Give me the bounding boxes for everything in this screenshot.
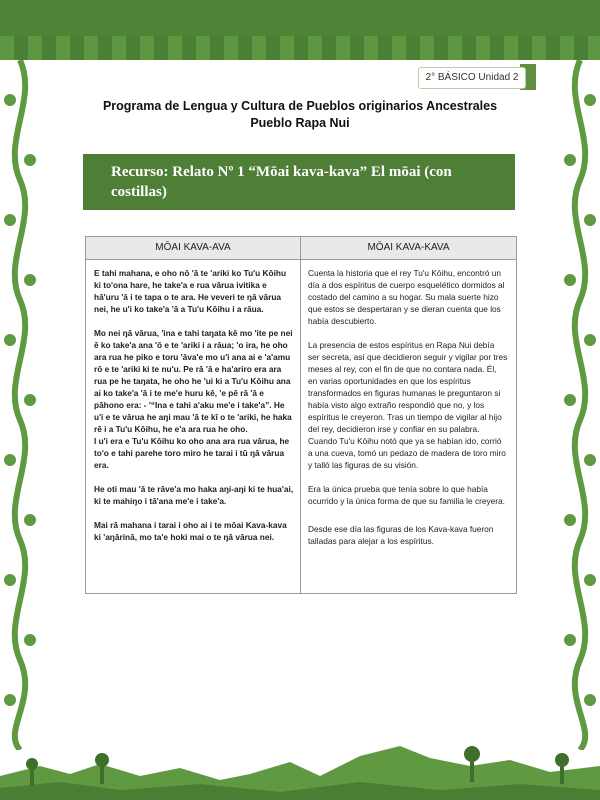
right-vine-border (560, 60, 600, 750)
spanish-paragraph: La presencia de estos espíritus en Rapa Nui debía ser secreta, así que decidieron seguir y vigilar por tres meses al rey, con el fin de que no contara nada. Él, en varias oportunidades en que los espíritus transformados en figuras humanas le preguntaron si había visto algo extraño respondió que no, y los espíritus le creyeron. Tras un tiempo de vigilar al hijo del rey, decidieron irse y confiar en su palabra. (308, 340, 508, 434)
column-header-rapanui: MŌAI KAVA-AVA (86, 237, 301, 260)
rapanui-paragraph: Mai rā mahana i tarai i oho ai i te mōai Kava-kava ki 'aŋārinā, mo ta'e hoki mai o te ŋā vārua nei. (94, 520, 287, 542)
rapanui-paragraph: He oti mau 'ā te rāve'a mo haka aŋi-aŋi ki te hua'ai, ki te mahiŋo i tā'ana me'e i take'a. (94, 484, 294, 506)
rapanui-paragraph: Mo nei ŋā vārua, 'ina e tahi taŋata kē mo 'ite pe nei ē ko take'a ana 'ō e te 'ariki i a rāua; 'o ira, he oho ara rua he piko e toru 'āva'e mo u'i ana ai e 'a'amu rō e te 'ariki ki te nu'u. Pe rā 'ā e ha'ariro era ara rua pe he taŋata, he oho he 'ui ki a Tu'u Kōihu ana ai ko take'a 'ā i te me'e huru kē, 'e pē rā 'ā e pāhono era: - '“Ina e tahi a'aku me'e i take'a”. He u'i e te vārua he aŋi mau 'ā te kī o te 'ariki, he haka rē i a Tu'u Kōihu, he e'a ara rua he oho. (94, 328, 293, 434)
rapanui-paragraph: E tahi mahana, e oho nō 'ā te 'ariki ko Tu'u Kōihu ki to'ona hare, he take'a e rua vārua ivitika e hā'uru 'ā i te tapa o te ara. He veveri te ŋā vārua nei, he u'i ko take'a 'ā a Tu'u Kōihu i a rāua. (94, 268, 287, 314)
program-header (70, 98, 530, 132)
top-band-pattern (0, 36, 600, 60)
column-header-spanish: MŌAI KAVA-KAVA (301, 237, 516, 260)
column-divider (300, 237, 301, 593)
bottom-landscape-illustration (0, 736, 600, 800)
spanish-paragraph: Cuando Tu'u Kōihu notó que ya se habían ido, corrió a una cueva, tomó un pedazo de madera de toro miro y talló las figuras de su visión. (308, 436, 506, 470)
spanish-paragraph: Desde ese día las figuras de los Kava-kava fueron talladas para alejar a los espíritus. (308, 524, 494, 546)
grade-label: 2° BÁSICO Unidad 2 (418, 67, 526, 89)
people-title: Pueblo Rapa Nui (250, 116, 350, 130)
spanish-paragraph: Cuenta la historia que el rey Tu'u Kōihu, encontró un día a dos espíritus de cuerpo esquelético dormidos al costado del camino a su hogar. Su mala suerte hizo que estos se despertaran y se dieran cuenta que los había descubierto. (308, 268, 505, 326)
top-decorative-band (0, 0, 600, 60)
rapanui-paragraph: I u'i era e Tu'u Kōihu ko oho ana ara rua vārua, he to'o e tahi parehe toro miro he tarai i tū ŋā vārua era. (94, 436, 290, 470)
resource-title: Recurso: Relato Nº 1 “Mōai kava-kava” El mōai (con costillas) (111, 164, 452, 200)
program-title: Programa de Lengua y Cultura de Pueblos originarios Ancestrales (102, 99, 498, 113)
bilingual-story-table (85, 236, 517, 594)
left-vine-border (0, 60, 40, 750)
spanish-paragraph: Era la única prueba que tenía sobre lo que había ocurrido y la única forma de que su familia le creyera. (308, 484, 505, 506)
resource-banner (83, 154, 515, 210)
